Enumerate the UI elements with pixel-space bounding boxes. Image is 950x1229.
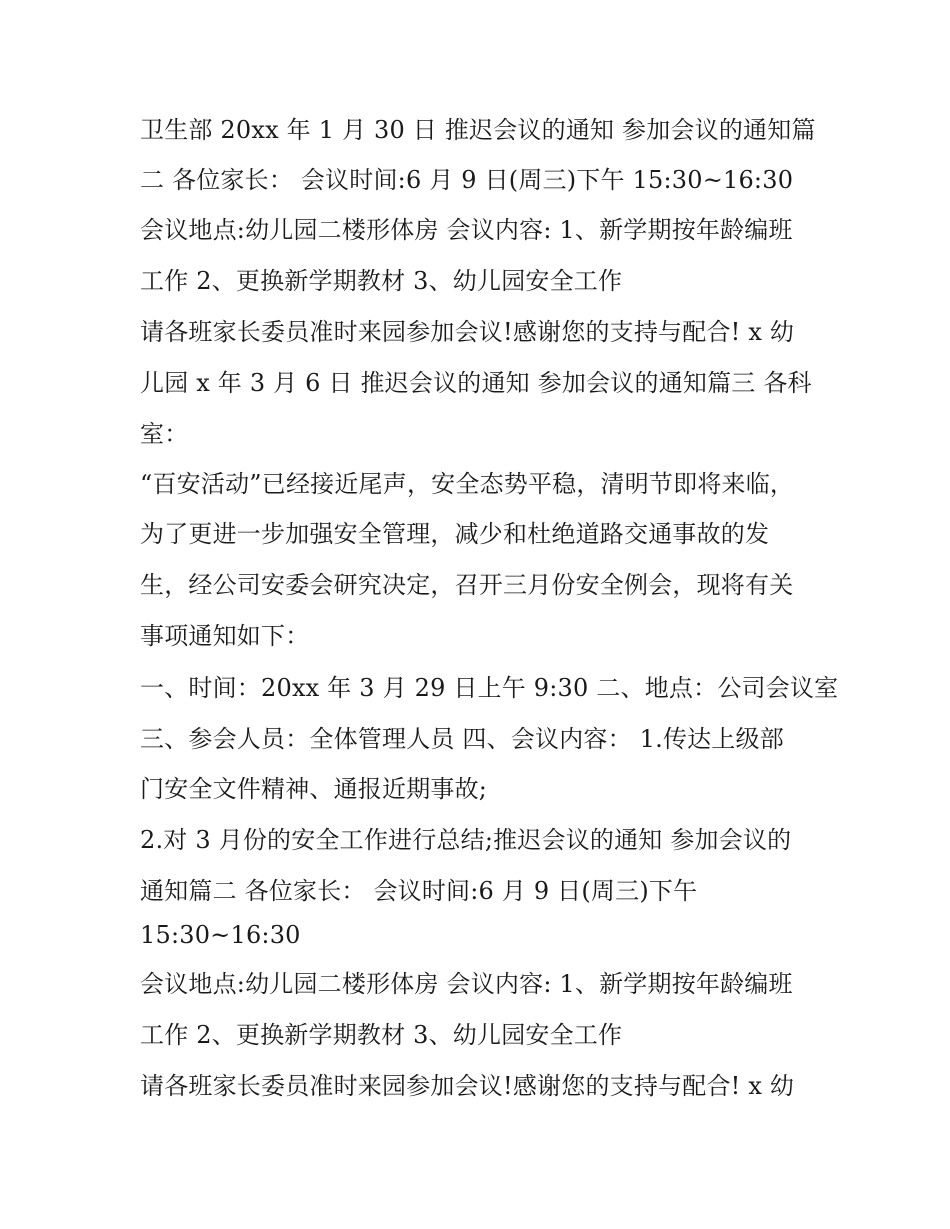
text-line: 请各班家长委员准时来园参加会议!感谢您的支持与配合! x 幼 [140,318,795,346]
text-line: 会议地点:幼儿园二楼形体房 会议内容: 1、新学期按年龄编班 [140,216,793,244]
text-line: 15:30~16:30 [140,921,301,949]
text-line: 事项通知如下： [140,622,310,650]
text-line: 2.对 3 月份的安全工作进行总结;推迟会议的通知 参加会议的 [140,826,792,854]
text-line: 通知篇二 各位家长： 会议时间:6 月 9 日(周三)下午 [140,877,698,905]
text-line: 室： [140,420,189,448]
text-line: 为了更进一步加强安全管理，减少和杜绝道路交通事故的发 [140,520,770,548]
text-line: 请各班家长委员准时来园参加会议!感谢您的支持与配合! x 幼 [140,1072,795,1100]
text-line: 儿园 x 年 3 月 6 日 推迟会议的通知 参加会议的通知篇三 各科 [140,369,812,397]
text-line: 生，经公司安委会研究决定，召开三月份安全例会，现将有关 [140,571,794,599]
text-line: 工作 2、更换新学期教材 3、幼儿园安全工作 [140,267,623,295]
text-line: 卫生部 20xx 年 1 月 30 日 推迟会议的通知 参加会议的通知篇 [140,116,816,144]
text-line: “百安活动”已经接近尾声，安全态势平稳，清明节即将来临， [140,470,795,498]
text-line: 一、时间：20xx 年 3 月 29 日上午 9:30 二、地点：公司会议室 [140,674,839,702]
text-line: 三、参会人员：全体管理人员 四、会议内容： 1.传达上级部 [140,725,784,753]
text-line: 二 各位家长： 会议时间:6 月 9 日(周三)下午 15:30~16:30 [140,166,794,194]
text-line: 工作 2、更换新学期教材 3、幼儿园安全工作 [140,1021,623,1049]
text-line: 会议地点:幼儿园二楼形体房 会议内容: 1、新学期按年龄编班 [140,970,793,998]
text-line: 门安全文件精神、通报近期事故; [140,775,488,803]
